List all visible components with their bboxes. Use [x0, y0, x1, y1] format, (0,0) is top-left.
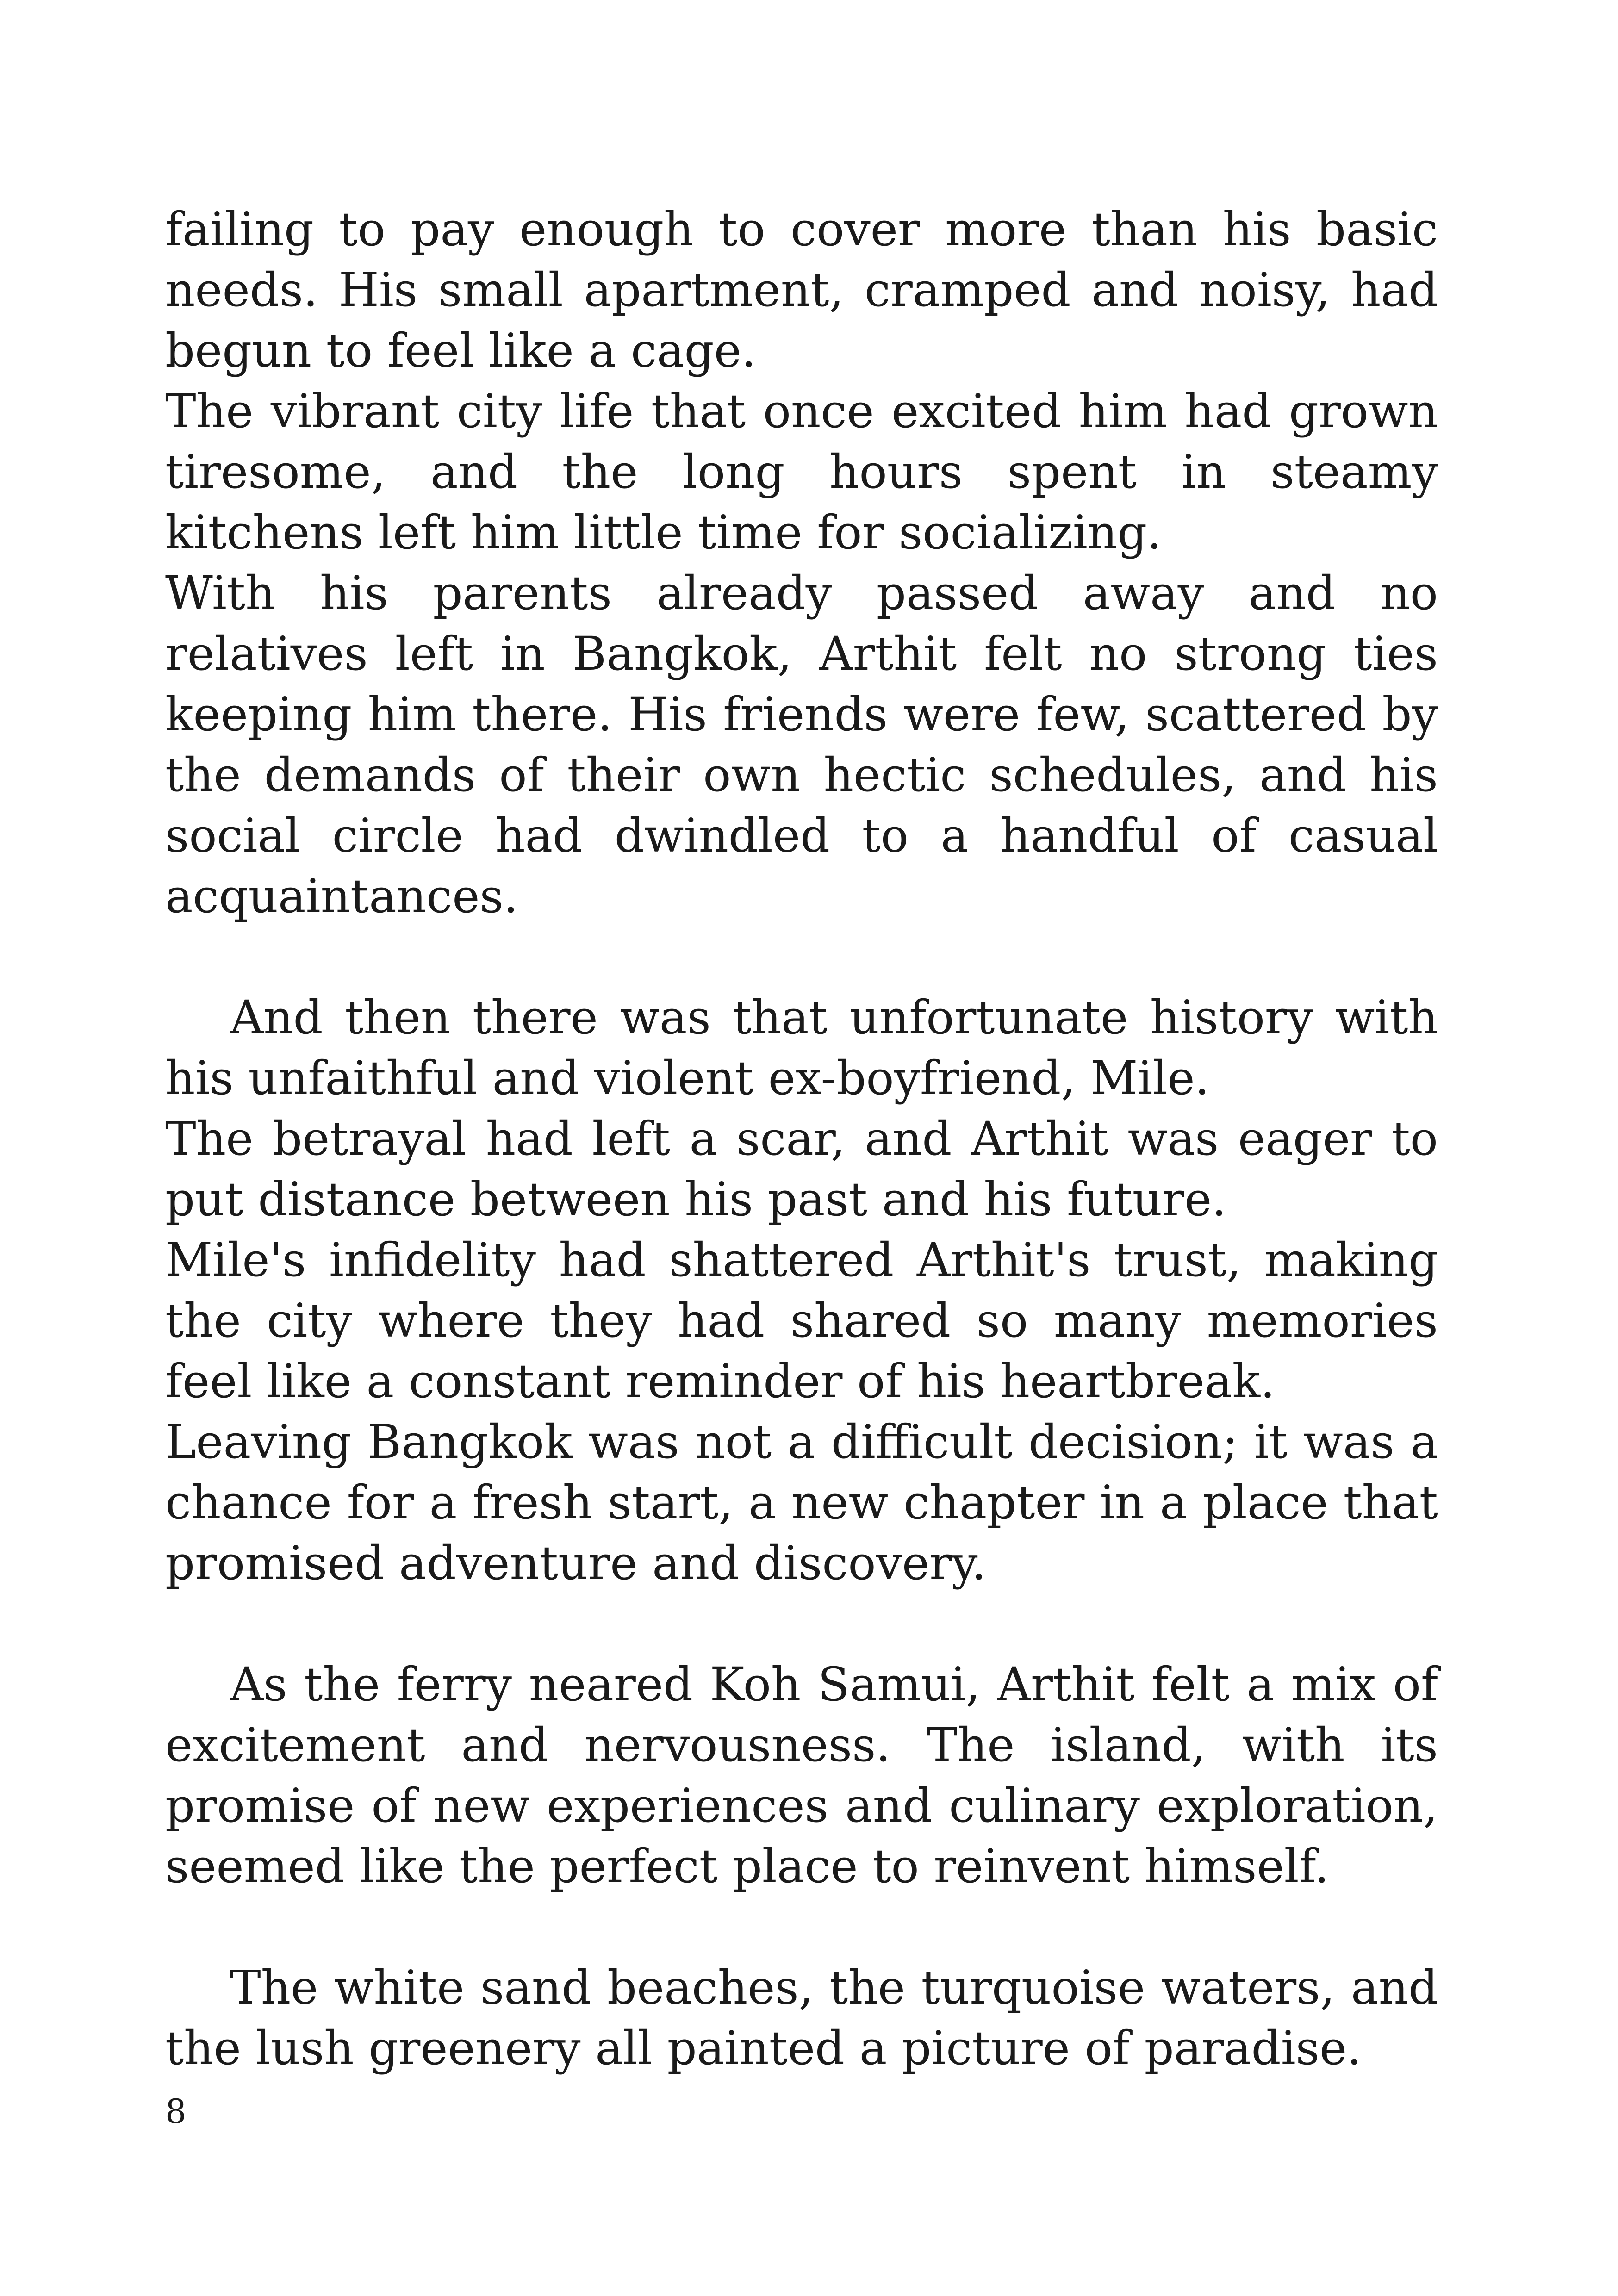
paragraph-5: The betrayal had left a scar, and Arthit was eager to put distance between his past and his future. [165, 1112, 1438, 1226]
paragraph-7: Leaving Bangkok was not a difficult decision; it was a chance for a fresh start, a new chapter in a place that promised adventure and discovery. [165, 1415, 1438, 1590]
paragraph-6: Mile's infidelity had shattered Arthit's trust, making the city where they had shared so many memories feel like a constant reminder of his heartbreak. [165, 1233, 1438, 1408]
body-text [165, 199, 1438, 2078]
paragraph-2: The vibrant city life that once excited him had grown tiresome, and the long hours spent in steamy kitchens left him little time for socializing. [165, 384, 1438, 560]
page-number: 8 [165, 2092, 187, 2131]
paragraph-3: With his parents already passed away and no relatives left in Bangkok, Arthit felt no strong ties keeping him there. His friends were few, scattered by the demands of their own hectic schedules, and his social circle had dwindled to a handful of casual acquaintances. [165, 566, 1438, 923]
paragraph-4: And then there was that unfortunate history with his unfaithful and violent ex-boyfriend, Mile. [165, 990, 1438, 1105]
paragraph-8: As the ferry neared Koh Samui, Arthit felt a mix of excitement and nervousness. The island, with its promise of new experiences and culinary exploration, seemed like the perfect place to reinvent himself. [165, 1657, 1438, 1893]
paragraph-gap [165, 1897, 1438, 1957]
paragraph-1: failing to pay enough to cover more than his basic needs. His small apartment, cramped and noisy, had begun to feel like a cage. [165, 202, 1438, 378]
paragraph-gap [165, 927, 1438, 987]
paragraph-gap [165, 1593, 1438, 1654]
paragraph-9: The white sand beaches, the turquoise waters, and the lush greenery all painted a picture of paradise. [165, 1960, 1438, 2075]
